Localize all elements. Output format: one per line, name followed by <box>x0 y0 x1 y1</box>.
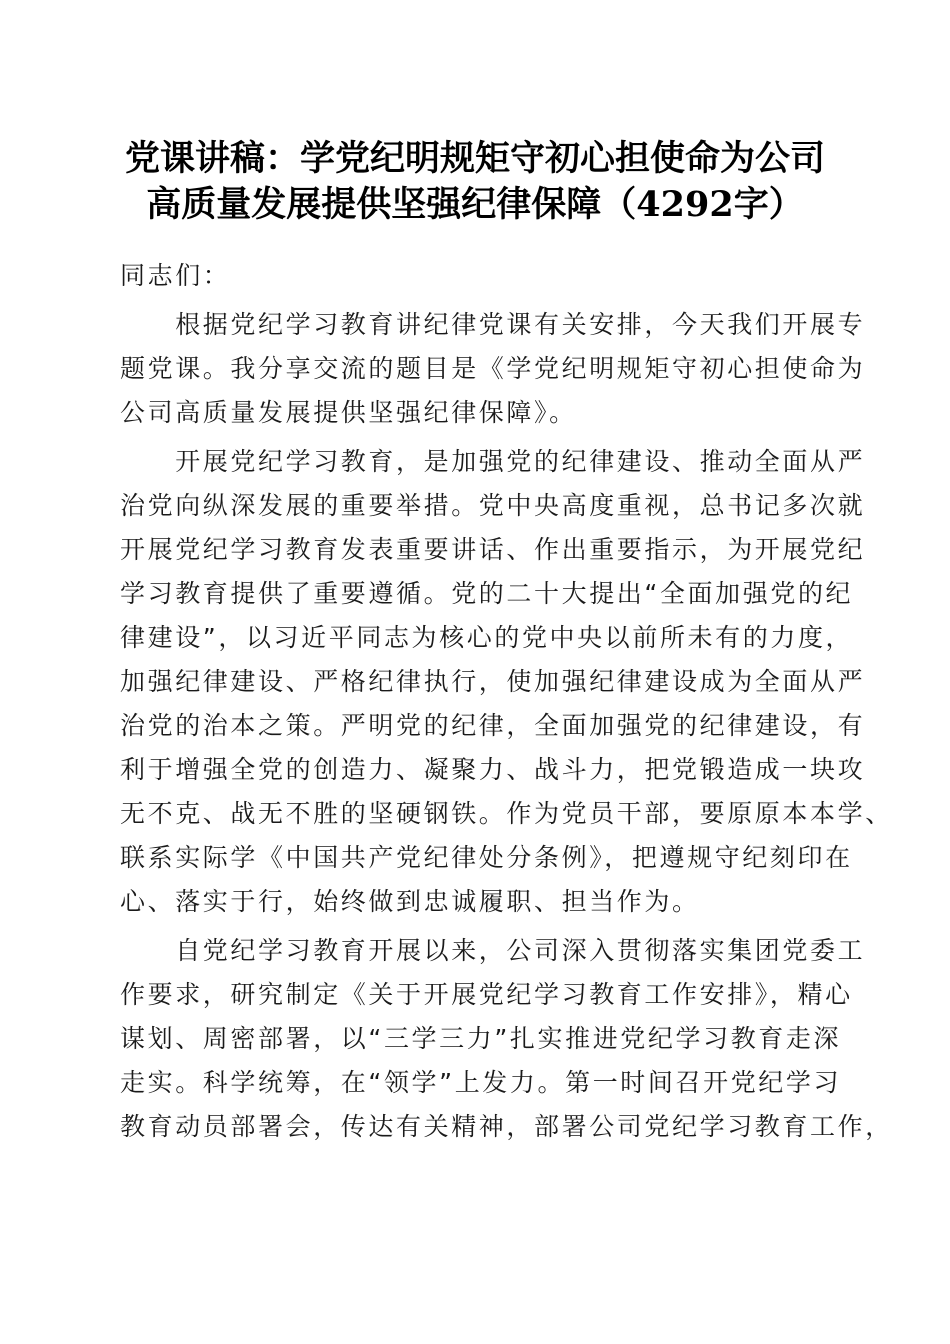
paragraph-line: 利于增强全党的创造力、凝聚力、战斗力，把党锻造成一块攻 <box>120 755 866 784</box>
paragraph-line: 联系实际学《中国共产党纪律处分条例》，把遵规守纪刻印在 <box>120 843 853 872</box>
paragraph-line: 作要求，研究制定《关于开展党纪学习教育工作安排》，精心 <box>120 980 853 1009</box>
paragraph-2 <box>120 440 893 924</box>
paragraph-line: 无不克、战无不胜的坚硬钢铁。作为党员干部，要原原本本学、 <box>120 799 893 828</box>
paragraph-1 <box>120 303 866 435</box>
paragraph-line: 学习教育提供了重要遵循。党的二十大提出“全面加强党的纪 <box>120 579 854 608</box>
paragraph-line: 题党课。我分享交流的题目是《学党纪明规矩守初心担使命为 <box>120 354 866 383</box>
paragraph-line: 开展党纪学习教育发表重要讲话、作出重要指示，为开展党纪 <box>120 535 866 564</box>
paragraph-line: 律建设”，以习近平同志为核心的党中央以前所未有的力度， <box>120 623 854 652</box>
paragraph-line: 治党的治本之策。严明党的纪律，全面加强党的纪律建设，有 <box>120 711 866 740</box>
paragraph-line: 谋划、周密部署，以“三学三力”扎实推进党纪学习教育走深 <box>120 1024 842 1053</box>
paragraph-line: 走实。科学统筹，在“领学”上发力。第一时间召开党纪学习 <box>120 1068 842 1097</box>
salutation: 同志们： <box>120 261 231 290</box>
paragraph-line: 加强纪律建设、严格纪律执行，使加强纪律建设成为全面从严 <box>120 667 866 696</box>
paragraph-line: 根据党纪学习教育讲纪律党课有关安排，今天我们开展专 <box>120 310 866 339</box>
title-line-2: 高质量发展提供坚强纪律保障（4292字） <box>146 184 804 225</box>
paragraph-line: 心、落实于行，始终做到忠诚履职、担当作为。 <box>120 887 700 916</box>
paragraph-line: 开展党纪学习教育，是加强党的纪律建设、推动全面从严 <box>120 447 866 476</box>
paragraph-line: 治党向纵深发展的重要举措。党中央高度重视，总书记多次就 <box>120 491 866 520</box>
title-line-1: 党课讲稿：学党纪明规矩守初心担使命为公司 <box>124 138 825 179</box>
paragraph-line: 自党纪学习教育开展以来，公司深入贯彻落实集团党委工 <box>120 936 866 965</box>
paragraph-3 <box>120 929 893 1149</box>
paragraph-line: 教育动员部署会，传达有关精神，部署公司党纪学习教育工作， <box>120 1112 893 1141</box>
document-body <box>120 254 893 1149</box>
document-title <box>90 136 860 228</box>
paragraph-line: 公司高质量发展提供坚强纪律保障》。 <box>120 398 577 427</box>
